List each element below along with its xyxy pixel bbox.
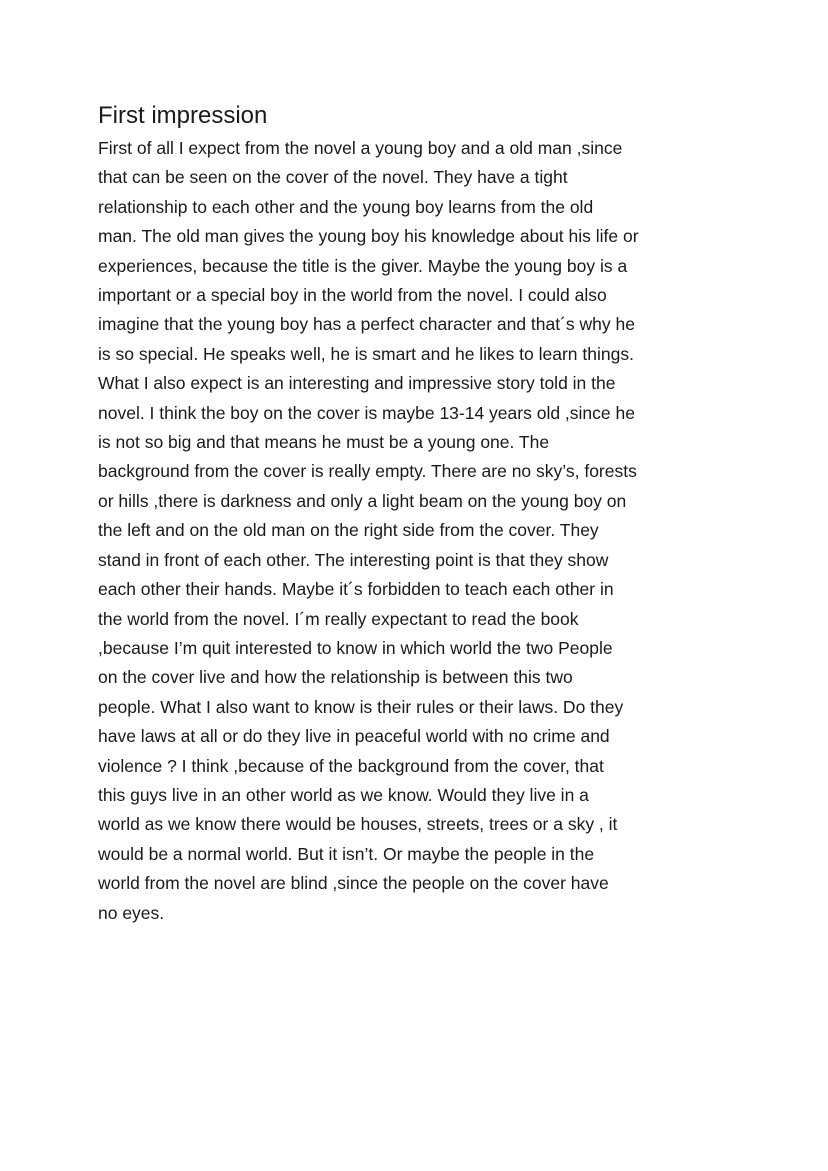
body-line: this guys live in an other world as we know. Would they live in a [98, 784, 589, 805]
body-line: violence ? I think ,because of the background from the cover, that [98, 755, 604, 776]
document-heading: First impression [98, 102, 268, 129]
body-line: that can be seen on the cover of the novel. They have a tight [98, 167, 568, 188]
document-body [98, 134, 758, 928]
body-line: people. What I also want to know is their rules or their laws. Do they [98, 696, 624, 717]
body-line: What I also expect is an interesting and impressive story told in the [98, 373, 616, 394]
body-line: the left and on the old man on the right side from the cover. They [98, 520, 599, 541]
body-line: stand in front of each other. The interesting point is that they show [98, 549, 609, 570]
body-line: important or a special boy in the world from the novel. I could also [98, 285, 607, 306]
body-line: on the cover live and how the relationship is between this two [98, 667, 573, 688]
body-line: novel. I think the boy on the cover is maybe 13-14 years old ,since he [98, 402, 635, 423]
body-line: ,because I’m quit interested to know in which world the two People [98, 637, 613, 658]
body-line: is not so big and that means he must be a young one. The [98, 432, 550, 453]
body-line: world from the novel are blind ,since the people on the cover have [98, 873, 609, 894]
body-line: have laws at all or do they live in peaceful world with no crime and [98, 726, 610, 747]
body-line: man. The old man gives the young boy his knowledge about his life or [98, 226, 639, 247]
document-content [98, 100, 758, 928]
body-line: imagine that the young boy has a perfect character and that´s why he [98, 314, 635, 335]
body-line: relationship to each other and the young boy learns from the old [98, 196, 594, 217]
body-line: no eyes. [98, 902, 165, 923]
body-line: or hills ,there is darkness and only a light beam on the young boy on [98, 490, 627, 511]
body-line: world as we know there would be houses, streets, trees or a sky , it [98, 814, 618, 835]
body-line: background from the cover is really empty. There are no sky’s, forests [98, 461, 637, 482]
body-line: each other their hands. Maybe it´s forbidden to teach each other in [98, 579, 614, 600]
body-line: would be a normal world. But it isn’t. Or maybe the people in the [98, 843, 595, 864]
body-line: the world from the novel. I´m really expectant to read the book [98, 608, 579, 629]
body-line: is so special. He speaks well, he is smart and he likes to learn things. [98, 343, 634, 364]
body-line: experiences, because the title is the giver. Maybe the young boy is a [98, 255, 628, 276]
body-line: First of all I expect from the novel a young boy and a old man ,since [98, 138, 623, 158]
